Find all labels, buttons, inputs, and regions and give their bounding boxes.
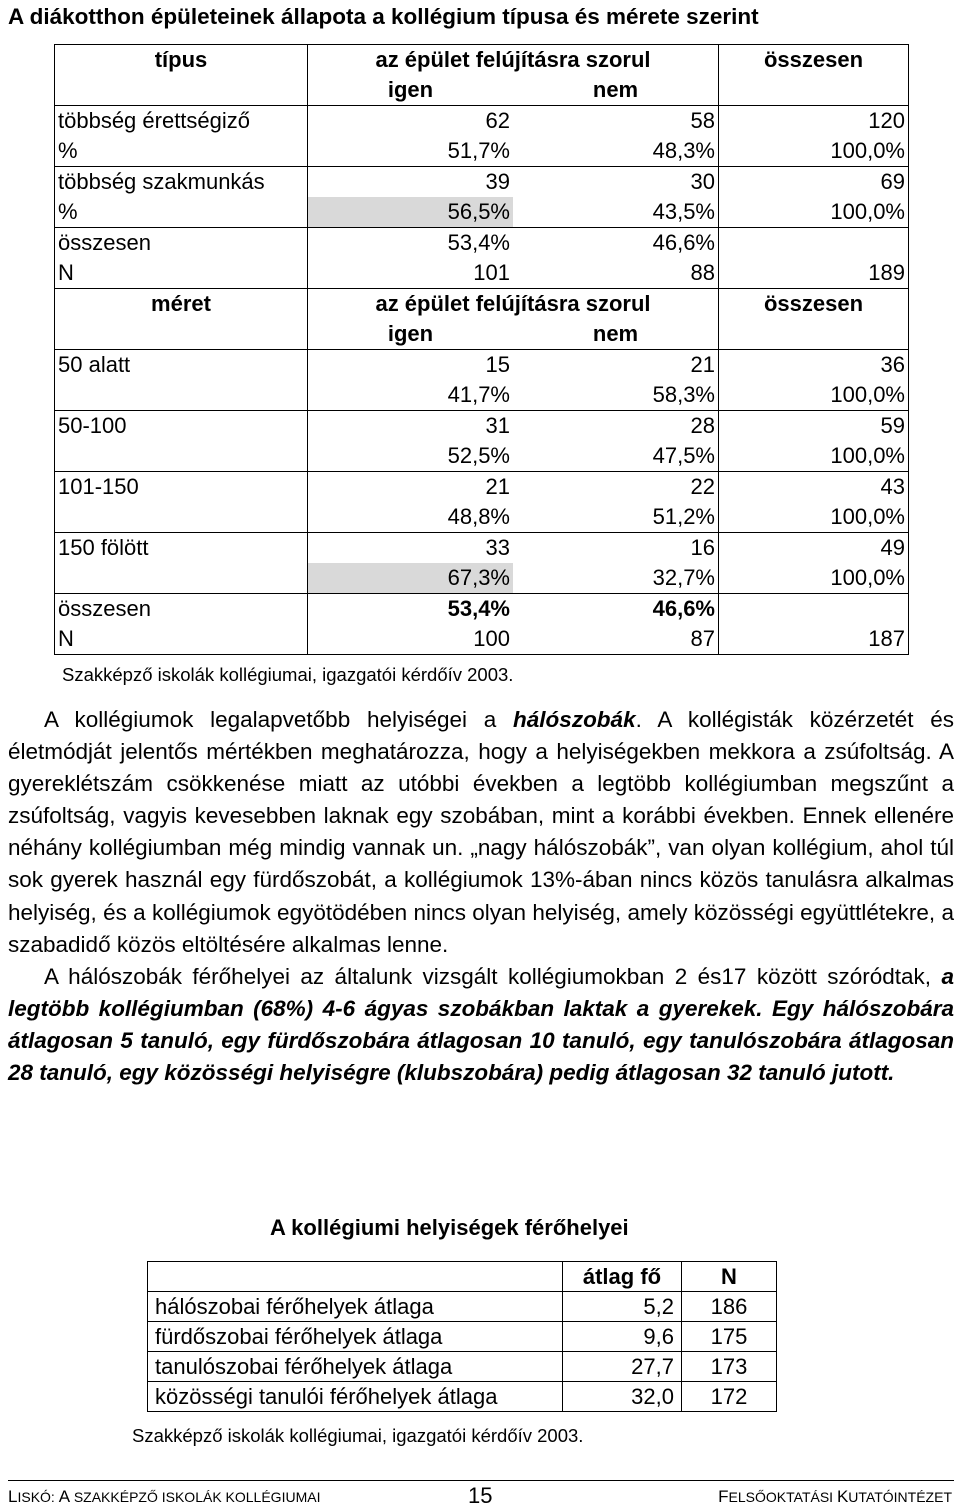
type-rows [55, 106, 909, 289]
table1-source: Szakképző iskolák kollégiumai, igazgatói kérdőív 2003. [62, 664, 514, 685]
total-header: összesen [719, 45, 909, 76]
page-title: A diákotthon épületeinek állapota a kollégium típusa és mérete szerint [8, 4, 759, 29]
cell-yes: 39 [308, 167, 514, 198]
table-row [55, 106, 909, 137]
cell-yes: 48,8% [447, 504, 510, 529]
no-header: nem [513, 75, 719, 106]
table-header-row [148, 1262, 777, 1292]
n-header: N [682, 1262, 777, 1292]
cell-total: 69 [719, 167, 909, 198]
table-row [55, 228, 909, 259]
cell-label: 50-100 [55, 411, 308, 442]
cell-label [55, 380, 308, 411]
cell-label: tanulószobai férőhelyek átlaga [148, 1352, 563, 1382]
cell-no: 46,6% [513, 594, 719, 625]
footer-left: LISKÓ: A SZAKKÉPZŐ ISKOLÁK KOLLÉGIUMAI [8, 1487, 321, 1506]
cell-yes: 53,4% [308, 594, 514, 625]
cell-label: hálószobai férőhelyek átlaga [148, 1292, 563, 1322]
cell-label [55, 563, 308, 594]
capacity-rows [148, 1292, 777, 1412]
cell-total: 59 [719, 411, 909, 442]
cell-no: 30 [513, 167, 719, 198]
cell-yes: 33 [308, 533, 514, 564]
cell-label: 101-150 [55, 472, 308, 503]
total-header: összesen [719, 289, 909, 320]
cell-label: többség érettségiző [55, 106, 308, 137]
table-row [55, 350, 909, 381]
cell-yes: 21 [308, 472, 514, 503]
type-header: típus [55, 45, 308, 76]
cell-no: 88 [513, 258, 719, 289]
cell-yes: 101 [308, 258, 514, 289]
cell-yes: 62 [308, 106, 514, 137]
size-rows [55, 350, 909, 655]
cell-avg: 5,2 [563, 1292, 682, 1322]
footer-divider [8, 1480, 954, 1481]
cell-total: 100,0% [719, 441, 909, 472]
cell-label: % [55, 197, 308, 228]
cell-yes: 53,4% [308, 228, 514, 259]
table-row [55, 502, 909, 533]
table-row [55, 411, 909, 442]
renovation-header: az épület felújításra szorul [308, 45, 719, 76]
paragraph-1: A kollégiumok legalapvetőbb helyiségei a hálószobák. A kollégisták közérzetét és életmódját jelentős mértékben meghatározza, hogy a helyiségekben mekkora a zsúfoltság. A gyereklétszám csökkenése miatt az utóbbi években a legtöbb kollégiumban megszűnt a zsúfoltság, vagyis kevesebben laknak egy szobában, mint a korábbi években. Ennek ellenére néhány kollégiumban még mindig vannak un. „nagy hálószobák”, van olyan kollégium, ahol túl sok gyerek használ egy fürdőszobát, a kollégiumok 13%-ában nincs közös tanulásra alkalmas helyiség, és a kollégiumok egyötödében nincs olyan helyiség, amely közösségi együttlétekre, a szabadidő közös eltöltésére alkalmas lenne. [8, 707, 954, 957]
table-row [55, 533, 909, 564]
footer-right: FELSŐOKTATÁSI KUTATÓINTÉZET [718, 1487, 952, 1506]
building-condition-table [54, 44, 909, 655]
avg-header: átlag fő [563, 1262, 682, 1292]
cell-avg: 9,6 [563, 1322, 682, 1352]
cell-total: 187 [719, 624, 909, 655]
cell-no: 28 [513, 411, 719, 442]
cell-label [55, 502, 308, 533]
capacity-table [147, 1261, 777, 1412]
cell-n: 186 [682, 1292, 777, 1322]
cell-total: 36 [719, 350, 909, 381]
cell-no: 32,7% [652, 565, 715, 590]
cell-no: 22 [513, 472, 719, 503]
table-row [55, 380, 909, 411]
cell-label: 50 alatt [55, 350, 308, 381]
cell-total: 100,0% [719, 502, 909, 533]
cell-label: 150 fölött [55, 533, 308, 564]
table-row [148, 1292, 777, 1322]
cell-total: 49 [719, 533, 909, 564]
cell-n: 173 [682, 1352, 777, 1382]
cell-total: 100,0% [719, 563, 909, 594]
cell-total: 43 [719, 472, 909, 503]
cell-total [719, 594, 909, 625]
cell-no: 47,5% [652, 443, 715, 468]
table-row [55, 167, 909, 198]
yes-header: igen [308, 75, 514, 106]
cell-yes: 67,3% [308, 563, 514, 594]
cell-yes: 31 [308, 411, 514, 442]
renovation-header: az épület felújításra szorul [308, 289, 719, 320]
table-row [55, 624, 909, 655]
yes-header: igen [308, 319, 514, 350]
cell-label: % [55, 136, 308, 167]
cell-no: 87 [513, 624, 719, 655]
cell-yes: 52,5% [447, 443, 510, 468]
table-row [55, 594, 909, 625]
cell-avg: 27,7 [563, 1352, 682, 1382]
table-row [148, 1322, 777, 1352]
table-row [55, 563, 909, 594]
table-subheader-row [55, 319, 909, 350]
cell-yes: 56,5% [308, 197, 514, 228]
cell-yes: 51,7% [447, 138, 510, 163]
cell-no: 16 [513, 533, 719, 564]
cell-avg: 32,0 [563, 1382, 682, 1412]
cell-total: 189 [719, 258, 909, 289]
paragraph-2: A hálószobák férőhelyei az általunk vizsgált kollégiumokban 2 és17 között szóródtak, a legtöbb kollégiumban (68%) 4-6 ágyas szobákban laktak a gyerekek. Egy hálószobára átlagosan 5 tanuló, egy fürdőszobára átlagosan 10 tanuló, egy tanulószobára átlagosan 28 tanuló, egy közösségi helyiségre (klubszobára) pedig átlagosan 32 tanuló jutott. [8, 963, 954, 1086]
cell-no: 21 [513, 350, 719, 381]
table-header-row [55, 45, 909, 76]
cell-yes: 100 [308, 624, 514, 655]
cell-label: fürdőszobai férőhelyek átlaga [148, 1322, 563, 1352]
no-header: nem [513, 319, 719, 350]
cell-no: 58,3% [652, 382, 715, 407]
table-header-row [55, 289, 909, 320]
cell-no: 58 [513, 106, 719, 137]
table-row [55, 197, 909, 228]
table-row [55, 472, 909, 503]
body-text [8, 704, 954, 1089]
cell-no: 48,3% [652, 138, 715, 163]
table-row [148, 1352, 777, 1382]
page-number: 15 [468, 1483, 493, 1508]
cell-total: 100,0% [719, 197, 909, 228]
table-subheader-row [55, 75, 909, 106]
table-row [55, 441, 909, 472]
table-row [148, 1382, 777, 1412]
cell-total: 100,0% [719, 380, 909, 411]
cell-yes: 41,7% [447, 382, 510, 407]
cell-n: 172 [682, 1382, 777, 1412]
cell-total: 120 [719, 106, 909, 137]
cell-label: N [55, 624, 308, 655]
cell-label: összesen [55, 594, 308, 625]
cell-no: 46,6% [513, 228, 719, 259]
cell-label: összesen [55, 228, 308, 259]
cell-label: közösségi tanulói férőhelyek átlaga [148, 1382, 563, 1412]
cell-label: N [55, 258, 308, 289]
size-header: méret [55, 289, 308, 320]
cell-total [719, 228, 909, 259]
table-row [55, 258, 909, 289]
cell-label: többség szakmunkás [55, 167, 308, 198]
table-row [55, 136, 909, 167]
cell-n: 175 [682, 1322, 777, 1352]
cell-label [55, 441, 308, 472]
cell-yes: 15 [308, 350, 514, 381]
cell-no: 51,2% [652, 504, 715, 529]
cell-total: 100,0% [719, 136, 909, 167]
cell-no: 43,5% [652, 199, 715, 224]
table2-title: A kollégiumi helyiségek férőhelyei [270, 1215, 629, 1240]
table2-source: Szakképző iskolák kollégiumai, igazgatói kérdőív 2003. [132, 1425, 584, 1446]
